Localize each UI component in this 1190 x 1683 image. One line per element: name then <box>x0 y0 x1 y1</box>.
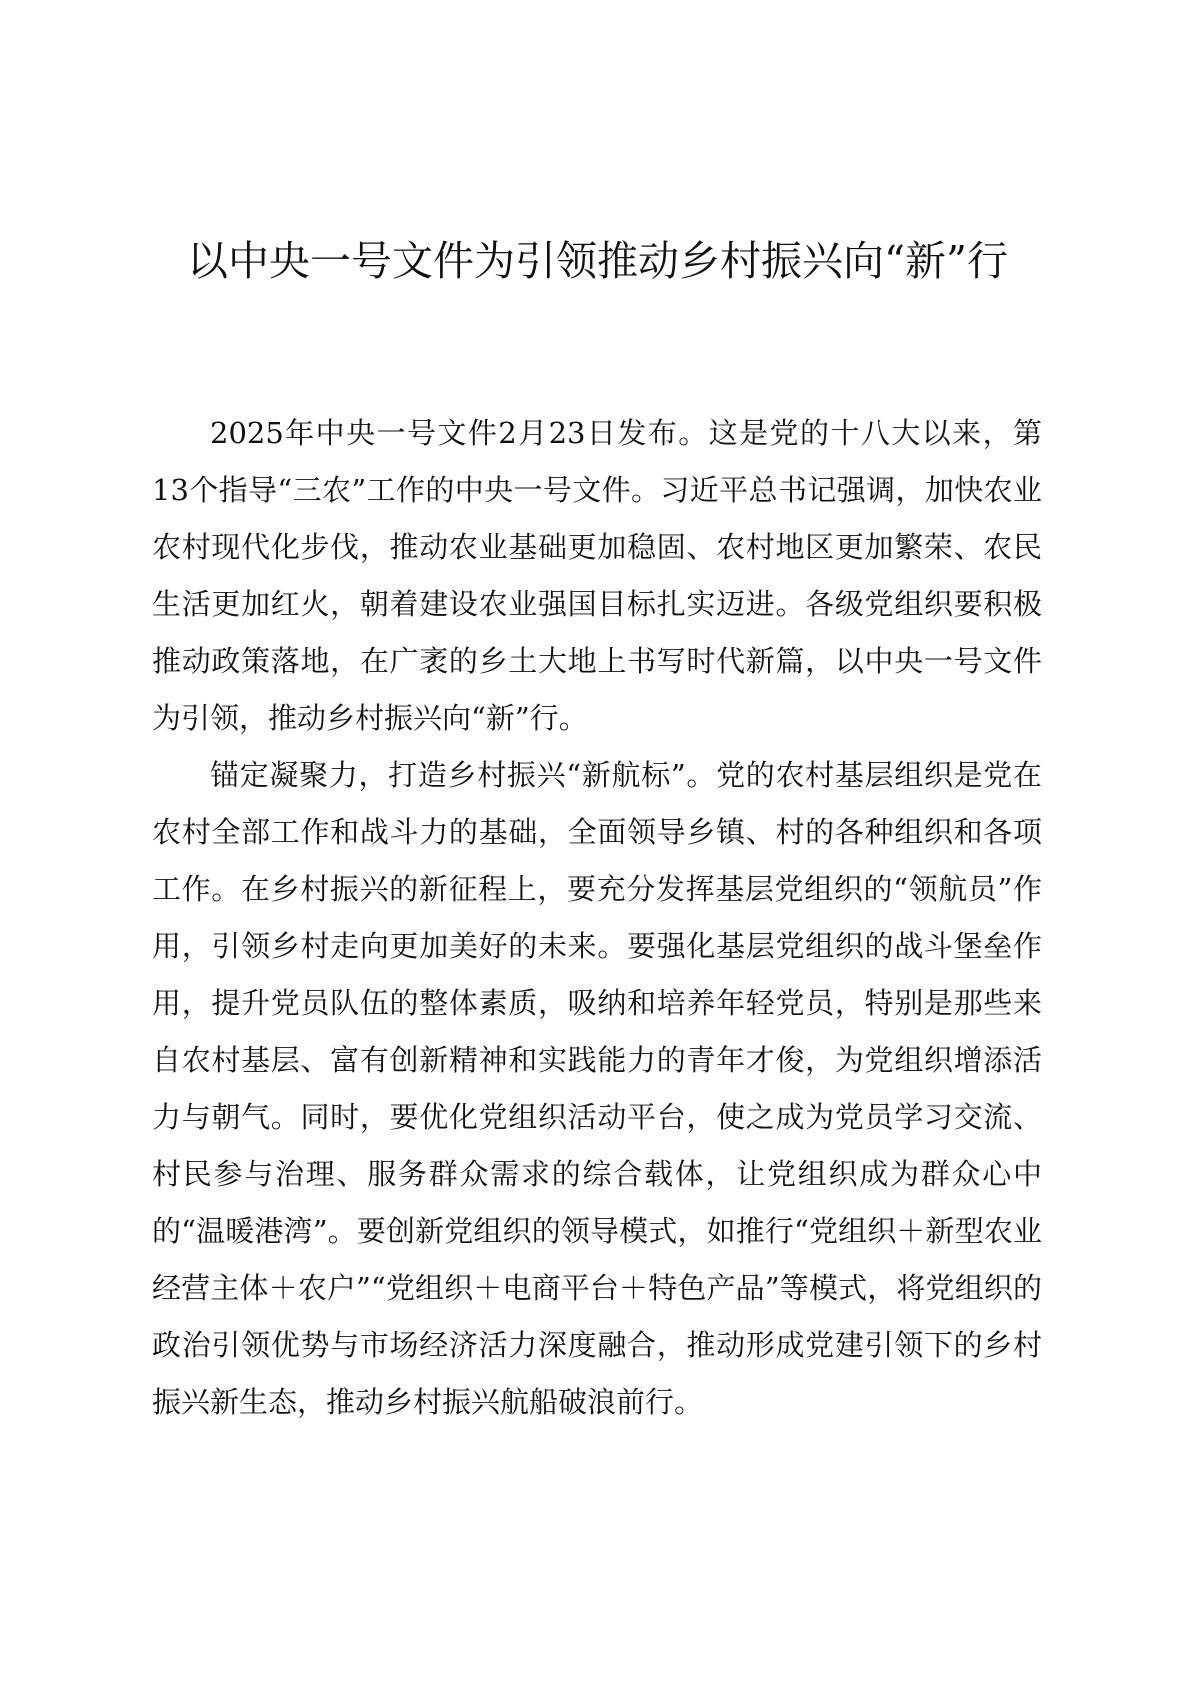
paragraph-2: 锚定凝聚力，打造乡村振兴“新航标”。党的农村基层组织是党在农村全部工作和战斗力的基础，全面领导乡镇、村的各种组织和各项工作。在乡村振兴的新征程上，要充分发挥基层党组织的“领航员”作用，引领乡村走向更加美好的未来。要强化基层党组织的战斗堡垒作用，提升党员队伍的整体素质，吸纳和培养年轻党员，特别是那些来自农村基层、富有创新精神和实践能力的青年才俊，为党组织增添活力与朝气。同时，要优化党组织活动平台，使之成为党员学习交流、村民参与治理、服务群众需求的综合载体，让党组织成为群众心中的“温暖港湾”。要创新党组织的领导模式，如推行“党组织＋新型农业经营主体＋农户”“党组织＋电商平台＋特色产品”等模式，将党组织的政治引领优势与市场经济活力深度融合，推动形成党建引领下的乡村振兴新生态，推动乡村振兴航船破浪前行。 <box>152 758 1042 1419</box>
document-title: 以中央一号文件为引领推动乡村振兴向“新”行 <box>187 237 1008 285</box>
document-body <box>152 405 1042 1431</box>
paragraph-1: 2025年中央一号文件2月23日发布。这是党的十八大以来，第13个指导“三农”工作的中央一号文件。习近平总书记强调，加快农业农村现代化步伐，推动农业基础更加稳固、农村地区更加繁荣、农民生活更加红火，朝着建设农业强国目标扎实迈进。各级党组织要积极推动政策落地，在广袤的乡土大地上书写时代新篇，以中央一号文件为引领，推动乡村振兴向“新”行。 <box>152 416 1042 735</box>
